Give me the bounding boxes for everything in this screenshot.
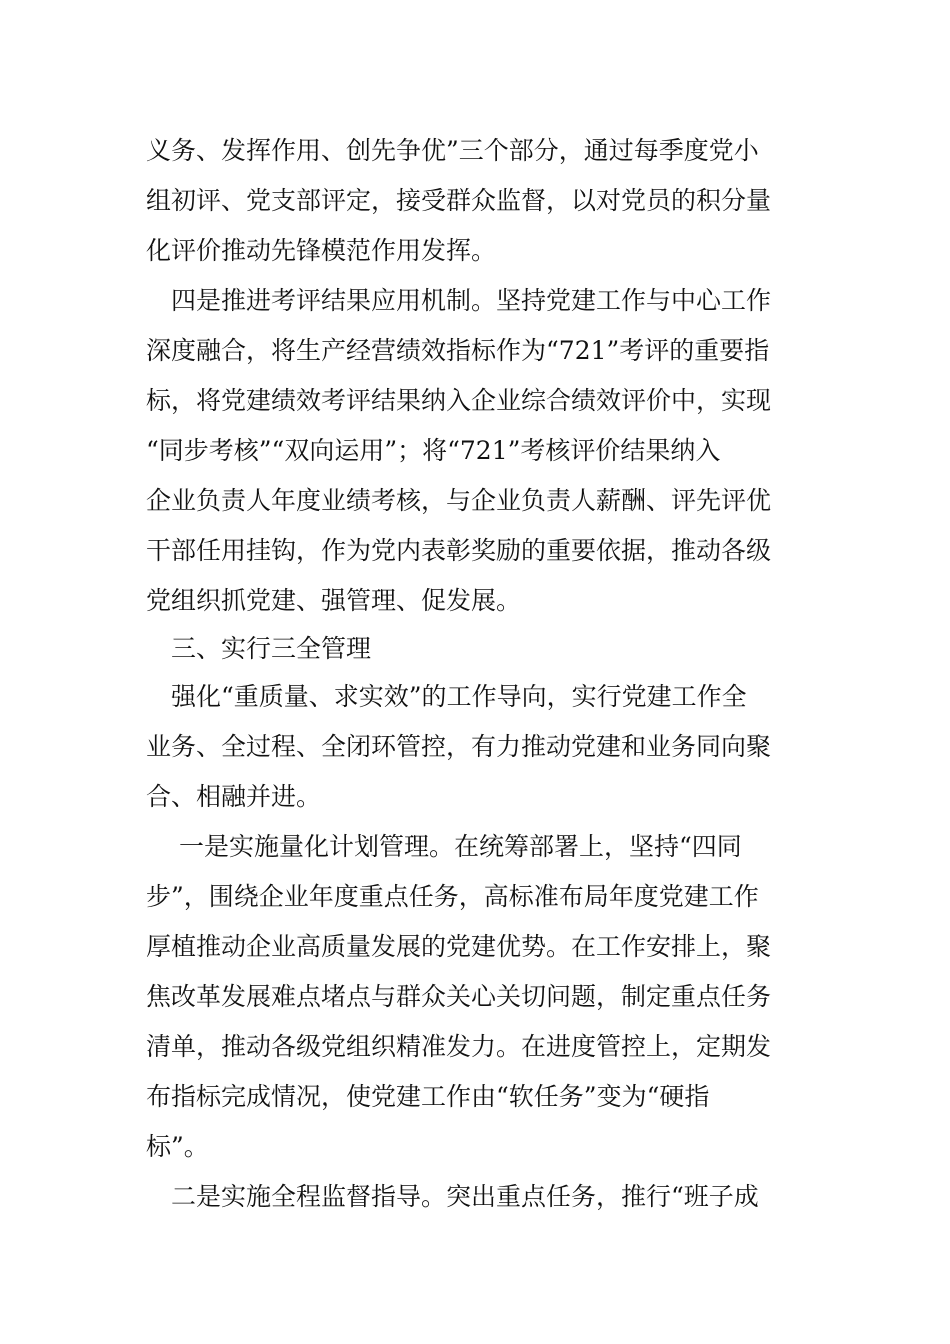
- text-line: 强化“重质量、求实效”的工作导向，实行党建工作全: [146, 682, 747, 711]
- text-line: 清单，推动各级党组织精准发力。在进度管控上，定期发: [146, 1032, 772, 1061]
- text-line: “同步考核”“双向运用”；将“721”考核评价结果纳入: [146, 436, 721, 465]
- text-line: 标”。: [146, 1132, 209, 1161]
- text-line: 布指标完成情况，使党建工作由“软任务”变为“硬指: [146, 1082, 710, 1111]
- text-line: 标，将党建绩效考评结果纳入企业综合绩效评价中，实现: [146, 386, 772, 415]
- text-line: 业务、全过程、全闭环管控，有力推动党建和业务同向聚: [146, 732, 772, 761]
- text-line: 组初评、党支部评定，接受群众监督，以对党员的积分量: [146, 186, 772, 215]
- text-line: 一是实施量化计划管理。在统筹部署上，坚持“四同: [146, 832, 742, 861]
- text-line: 深度融合，将生产经营绩效指标作为“721”考评的重要指: [146, 336, 770, 365]
- text-line: 合、相融并进。: [146, 782, 322, 811]
- text-line: 步”，围绕企业年度重点任务，高标准布局年度党建工作: [146, 882, 759, 911]
- text-line: 化评价推动先锋模范作用发挥。: [146, 236, 497, 265]
- text-line: 厚植推动企业高质量发展的党建优势。在工作安排上，聚: [146, 932, 772, 961]
- text-line: 企业负责人年度业绩考核，与企业负责人薪酬、评先评优: [146, 486, 772, 515]
- text-line: 二是实施全程监督指导。突出重点任务，推行“班子成: [146, 1182, 759, 1211]
- text-line: 义务、发挥作用、创先争优”三个部分，通过每季度党小: [146, 136, 759, 165]
- text-line: 四是推进考评结果应用机制。坚持党建工作与中心工作: [146, 286, 772, 315]
- text-line: 干部任用挂钩，作为党内表彰奖励的重要依据，推动各级: [146, 536, 772, 565]
- section-heading: 三、实行三全管理: [146, 634, 372, 663]
- text-line: 焦改革发展难点堵点与群众关心关切问题，制定重点任务: [146, 982, 772, 1011]
- text-line: 党组织抓党建、强管理、促发展。: [146, 586, 522, 615]
